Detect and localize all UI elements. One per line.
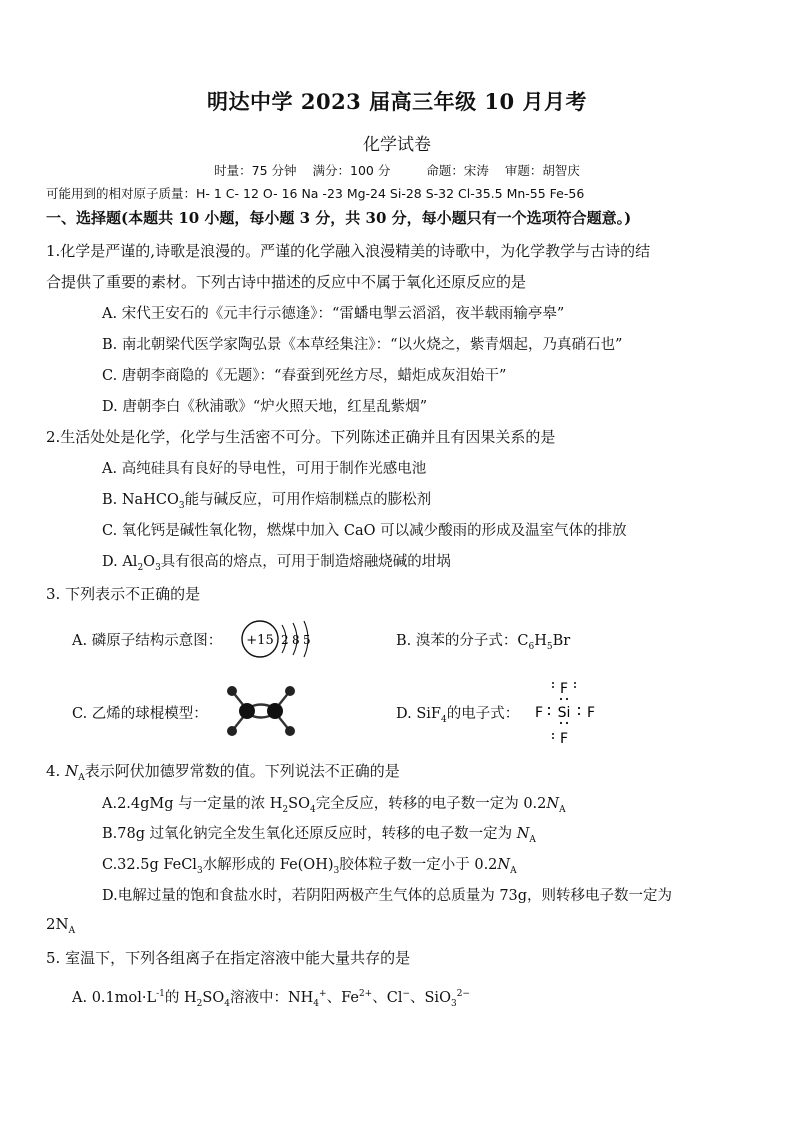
q3-option-a-label: A. 磷原子结构示意图： — [72, 633, 223, 649]
author: 命题：宋涛 — [426, 163, 489, 178]
q1-option-d: D. 唐朝李白《秋浦歌》“炉火照天地，红星乱紫烟” — [102, 399, 428, 415]
q4-option-a: A.2.4gMg 与一定量的浓 $H_2SO_4$完全反应，转移的电子数一定为 $0.2N_A$ — [102, 796, 566, 815]
q3-option-d-label: D. SiF$_4$的电子式： — [396, 706, 520, 725]
q1-stem-line2: 合提供了重要的素材。下列古诗中描述的反应中不属于氧化还原反应的是 — [46, 273, 527, 291]
exam-meta — [0, 161, 794, 179]
atomic-masses: 可能用到的相对原子质量：H- 1 C- 12 O- 16 Na -23 Mg-24 Si-28 S-32 Cl-35.5 Mn-55 Fe-56 — [46, 186, 585, 201]
q2-option-a: A. 高纯硅具有良好的导电性，可用于制作光感电池 — [102, 461, 427, 477]
q4-option-c: C.32.5g FeCl$_3$水解形成的 $Fe(OH)_3$胶体粒子数一定小于 $0.2N_A$ — [102, 857, 517, 876]
exam-title: 明达中学 2023 届高三年级 10 月月考 — [207, 89, 587, 114]
q1-option-a: A. 宋代王安石的《元丰行示德逢》：“雷蟠电掣云滔滔，夜半载雨输亭皋” — [102, 306, 565, 322]
svg-text:Si: Si — [557, 705, 571, 721]
q2-option-d: D. $Al_2O_3$具有很高的熔点，可用于制造熔融烧碱的坩埚 — [102, 554, 451, 573]
q2-stem: 2.生活处处是化学，化学与生活密不可分。下列陈述正确并且有因果关系的是 — [46, 428, 556, 446]
shell-2: 8 — [292, 633, 300, 647]
q1-stem-line1: 1.化学是严谨的,诗歌是浪漫的。严谨的化学融入浪漫精美的诗歌中，为化学教学与古诗的结 — [46, 242, 651, 260]
sif4-electron-dot-icon — [530, 677, 600, 747]
section-heading: 一、选择题(本题共 10 小题，每小题 3 分，共 30 分，每小题只有一个选项符合题意。) — [46, 209, 632, 227]
shell-1: 2 — [281, 633, 289, 647]
phosphorus-atom-diagram-icon — [238, 617, 318, 661]
q3-stem: 3. 下列表示不正确的是 — [46, 585, 201, 603]
exam-subtitle: 化学试卷 — [363, 135, 431, 155]
ethylene-ball-stick-icon — [220, 683, 304, 739]
q5-stem: 5. 室温下，下列各组离子在指定溶液中能大量共存的是 — [46, 949, 411, 967]
q4-option-b: B.78g 过氧化钠完全发生氧化还原反应时，转移的电子数一定为 $N_A$ — [102, 826, 536, 845]
svg-text:F: F — [534, 705, 544, 721]
reviewer: 审题：胡智庆 — [504, 163, 580, 178]
q2-option-c: C. 氧化钙是碱性氧化物，燃煤中加入 CaO 可以减少酸雨的形成及温室气体的排放 — [102, 523, 627, 539]
q4-option-d-line1: D.电解过量的饱和食盐水时，若阴阳两极产生气体的总质量为 73g，则转移电子数一定为 — [102, 888, 673, 904]
full-score: 满分：100 分 — [312, 163, 391, 178]
q5-option-a: A. $0.1mol\cdot L^{-1}$的 $H_2SO_4$溶液中：$NH_4^+$、$Fe^{2+}$、Cl−、SiO$_3^{2-}$ — [72, 989, 470, 1009]
svg-text:F: F — [586, 705, 596, 721]
atom-nucleus: +15 — [246, 633, 274, 648]
q2-option-b: B. NaHCO$_3$能与碱反应，可用作焙制糕点的膨松剂 — [102, 492, 432, 511]
q3-option-b: B. 溴苯的分子式：$C_6H_5Br$ — [396, 633, 571, 652]
time-limit: 时量：75 分钟 — [214, 163, 297, 178]
svg-text:F: F — [559, 731, 569, 747]
q3-option-c-label: C. 乙烯的球棍模型： — [72, 706, 208, 722]
q1-option-b: B. 南北朝梁代医学家陶弘景《本草经集注》：“以火烧之，紫青烟起，乃真硝石也” — [102, 337, 623, 353]
q1-option-c: C. 唐朝李商隐的《无题》：“春蚕到死丝方尽，蜡炬成灰泪始干” — [102, 368, 507, 384]
q4-stem: 4. $N_A$表示阿伏加德罗常数的值。下列说法不正确的是 — [46, 762, 400, 783]
svg-text:F: F — [559, 681, 569, 697]
q4-option-d-line2: $2N_A$ — [46, 915, 76, 936]
shell-3: 5 — [303, 633, 311, 647]
